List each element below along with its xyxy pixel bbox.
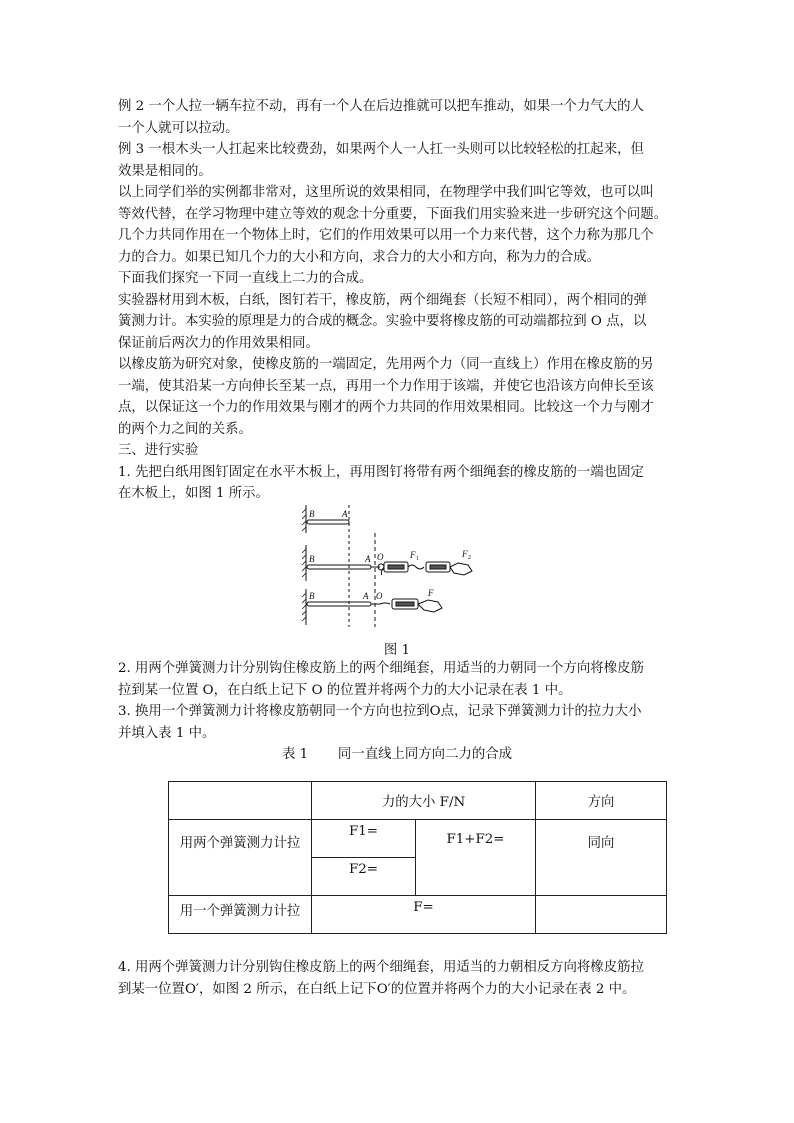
experiment-diagram xyxy=(300,503,490,631)
header-direction: 方向 xyxy=(536,782,667,820)
top-text xyxy=(118,96,678,505)
text-line: 点，以保证这一个力的作用效果与刚才的两个力共同的作用效果相同。比较这一个力与刚才 xyxy=(118,400,654,415)
text-line: 3. 换用一个弹簧测力计将橡皮筋朝同一个方向也拉到O点，记录下弹簧测力计的拉力大小 xyxy=(118,704,642,719)
row2-label: 用一个弹簧测力计拉 xyxy=(169,896,312,934)
text-line: 的两个力之间的关系。 xyxy=(118,421,252,437)
text-line: 效果是相同的。 xyxy=(118,163,212,179)
text-line: 下面我们探究一下同一直线上二力的合成。 xyxy=(118,271,373,286)
text-line: 以橡皮筋为研究对象，使橡皮筋的一端固定，先用两个力（同一直线上）作用在橡皮筋的另 xyxy=(118,357,654,372)
table-header-row xyxy=(169,782,667,820)
text-line: 一端，使其沿某一方向伸长至某一点，再用一个力作用于该端，并使它也沿该方向伸长至该 xyxy=(118,378,654,394)
label-a: A xyxy=(342,509,348,519)
text-line: 以上同学们举的实例都非常对，这里所说的效果相同，在物理学中我们叫它等效，也可以叫 xyxy=(118,185,654,200)
text-line: 并填入表 1 中。 xyxy=(118,725,216,741)
text-line: 几个力共同作用在一个物体上时，它们的作用效果可以用一个力来代替，这个力称为那几个 xyxy=(118,228,654,243)
bottom-text xyxy=(118,957,678,1000)
text-line: 等效代替，在学习物理中建立等效的观念十分重要，下面我们用实验来进一步研究这个问题。 xyxy=(118,206,668,222)
cell-f1: F1= xyxy=(312,820,416,858)
label-b: B xyxy=(309,509,315,519)
figure-1 xyxy=(300,503,490,631)
label-a: A xyxy=(365,554,371,564)
text-line: 簧测力计。本实验的原理是力的合成的概念。实验中要将橡皮筋的可动端都拉到 O 点，以 xyxy=(118,314,647,329)
text-line: 2. 用两个弹簧测力计分别钩住橡皮筋上的两个细绳套，用适当的力朝同一个方向将橡皮筋 xyxy=(118,661,644,676)
text-line: 4. 用两个弹簧测力计分别钩住橡皮筋上的两个细绳套，用适当的力朝相反方向将橡皮筋拉 xyxy=(118,960,644,975)
table-caption: 表 1 同一直线上同方向二力的合成 xyxy=(281,747,513,762)
mid-text xyxy=(118,658,678,744)
row1-label: 用两个弹簧测力计拉 xyxy=(169,820,312,896)
label-o: O xyxy=(377,552,384,562)
table-corner-cell xyxy=(169,782,312,820)
cell-f2: F2= xyxy=(312,858,416,896)
text-line: 到某一位置O′，如图 2 所示，在白纸上记下O′的位置并将两个力的大小记录在表 2 中。 xyxy=(118,981,636,997)
table-row xyxy=(169,896,667,934)
label-a: A xyxy=(363,591,369,601)
header-force: 力的大小 F/N xyxy=(312,782,536,820)
text-line: 一个人就可以拉动。 xyxy=(118,120,239,136)
text-line: 力的合力。如果已知几个力的大小和方向，求合力的大小和方向，称为力的合成。 xyxy=(118,249,601,265)
table-row xyxy=(169,820,667,858)
label-f2-sub: 2 xyxy=(468,555,471,561)
text-line: 1. 先把白纸用图钉固定在水平木板上，再用图钉将带有两个细绳套的橡皮筋的一端也固定 xyxy=(118,464,644,480)
label-f1: F xyxy=(410,550,416,560)
table-1 xyxy=(168,781,667,934)
cell-sum: F1+F2= xyxy=(416,820,536,896)
text-line: 在木板上，如图 1 所示。 xyxy=(118,486,269,501)
text-line: 拉到某一位置 O，在白纸上记下 O 的位置并将两个力的大小记录在表 1 中。 xyxy=(118,682,572,698)
text-line: 例 3 一根木头一人扛起来比较费劲，如果两个人一人扛一头则可以比较轻松的扛起来，但 xyxy=(118,142,644,157)
label-o: O xyxy=(376,591,383,601)
label-f: F xyxy=(428,588,434,598)
label-f2: F xyxy=(462,549,468,559)
cell-empty xyxy=(536,896,667,934)
text-line: 保证前后两次力的作用效果相同。 xyxy=(118,335,319,351)
section-heading: 三、进行实验 xyxy=(118,443,199,458)
text-line: 实验器材用到木板，白纸，图钉若干，橡皮筋，两个细绳套（长短不相同），两个相同的弹 xyxy=(118,292,647,308)
label-b: B xyxy=(309,591,315,601)
text-line: 例 2 一个人拉一辆车拉不动，再有一个人在后边推就可以把车推动，如果一个力气大的人 xyxy=(118,99,644,114)
cell-direction: 同向 xyxy=(536,820,667,896)
figure-caption: 图 1 xyxy=(383,643,411,658)
label-f1-sub: 1 xyxy=(416,556,419,562)
cell-f: F= xyxy=(312,896,536,934)
label-b: B xyxy=(309,554,315,564)
